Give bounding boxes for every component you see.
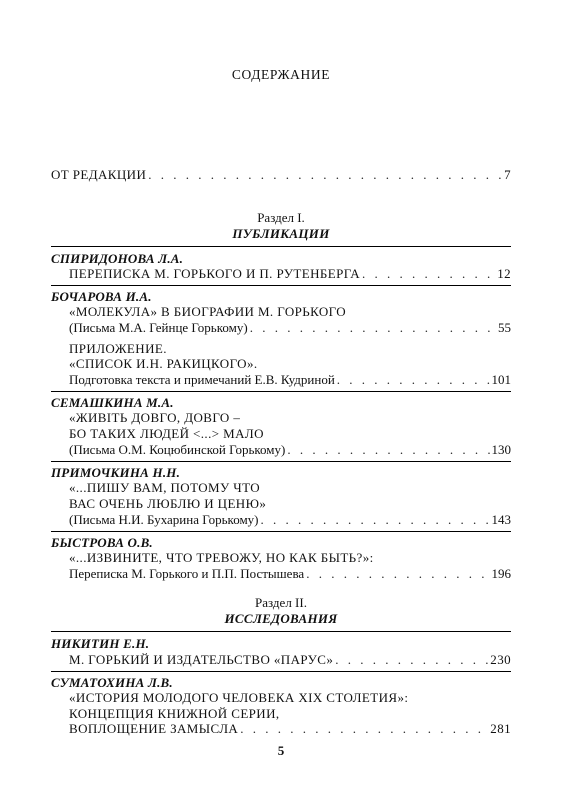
toc-title: СОДЕРЖАНИЕ	[231, 67, 331, 82]
entry-title-line: БО ТАКИХ ЛЮДЕЙ <...> МАЛО	[69, 426, 264, 441]
author-name: БЫСТРОВА О.В.	[51, 535, 153, 550]
section-2-heading	[0, 595, 562, 627]
author-name: СУМАТОХИНА Л.В.	[51, 675, 173, 690]
toc-entry	[69, 266, 511, 282]
divider	[51, 531, 511, 532]
entry-title-line: КОНЦЕПЦИЯ КНИЖНОЙ СЕРИИ,	[69, 706, 280, 721]
toc-entry-editorial	[51, 167, 511, 183]
toc-entry	[69, 721, 511, 737]
leader-dots	[261, 512, 490, 528]
section-title: ПУБЛИКАЦИИ	[232, 226, 330, 241]
entry-title-line: «ЖИВІТЬ ДОВГО, ДОВГО –	[69, 410, 241, 425]
entry-page: 130	[491, 442, 511, 457]
author-name: БОЧАРОВА И.А.	[51, 289, 152, 304]
entry-page: 281	[490, 721, 511, 736]
entry-title-line: ПРИЛОЖЕНИЕ.	[69, 341, 167, 356]
entry-title: (Письма О.М. Коцюбинской Горькому)	[69, 442, 286, 457]
toc-entry	[69, 652, 511, 668]
entry-page: 12	[497, 266, 511, 281]
leader-dots	[362, 266, 495, 282]
entry-page: 101	[491, 372, 511, 387]
entry-page: 55	[498, 320, 511, 335]
section-label: Раздел I.	[257, 210, 305, 225]
entry-title: (Письма М.А. Гейнце Горькому)	[69, 320, 248, 335]
leader-dots	[250, 320, 496, 336]
toc-entry	[69, 372, 511, 388]
entry-page: 143	[491, 512, 511, 527]
author-name: НИКИТИН Е.Н.	[51, 636, 150, 651]
entry-title-line: «СПИСОК И.Н. РАКИЦКОГО».	[69, 356, 258, 371]
entry-title: Подготовка текста и примечаний Е.В. Кудриной	[69, 372, 335, 387]
entry-title: ПЕРЕПИСКА М. ГОРЬКОГО И П. РУТЕНБЕРГА	[69, 266, 360, 281]
author-name: ПРИМОЧКИНА Н.Н.	[51, 465, 181, 480]
page-number: 5	[277, 743, 285, 758]
divider	[51, 246, 511, 247]
entry-title-line: ВАС ОЧЕНЬ ЛЮБЛЮ И ЦЕНЮ»	[69, 496, 267, 511]
entry-title: ОТ РЕДАКЦИИ	[51, 167, 147, 182]
divider	[51, 285, 511, 286]
divider	[51, 631, 511, 632]
section-label: Раздел II.	[255, 595, 307, 610]
toc-entry	[69, 320, 511, 336]
entry-title-line: «МОЛЕКУЛА» В БИОГРАФИИ М. ГОРЬКОГО	[69, 304, 347, 319]
toc-entry	[69, 512, 511, 528]
section-1-heading	[0, 210, 562, 242]
section-title: ИССЛЕДОВАНИЯ	[224, 611, 338, 626]
leader-dots	[306, 566, 489, 582]
author-name: СПИРИДОНОВА Л.А.	[51, 251, 184, 266]
divider	[51, 461, 511, 462]
entry-title: (Письма Н.И. Бухарина Горькому)	[69, 512, 259, 527]
entry-title: ВОПЛОЩЕНИЕ ЗАМЫСЛА	[69, 721, 239, 736]
leader-dots	[337, 372, 490, 388]
entry-title: М. ГОРЬКИЙ И ИЗДАТЕЛЬСТВО «ПАРУС»	[69, 652, 334, 667]
entry-page: 230	[490, 652, 511, 667]
leader-dots	[335, 652, 488, 668]
leader-dots	[148, 167, 502, 183]
leader-dots	[240, 721, 488, 737]
divider	[51, 671, 511, 672]
entry-title: Переписка М. Горького и П.П. Постышева	[69, 566, 305, 581]
toc-entry	[69, 442, 511, 458]
divider	[51, 391, 511, 392]
leader-dots	[287, 442, 489, 458]
entry-page: 196	[491, 566, 511, 581]
toc-entry	[69, 566, 511, 582]
entry-page: 7	[504, 167, 511, 182]
entry-title-line: «ИСТОРИЯ МОЛОДОГО ЧЕЛОВЕКА XIX СТОЛЕТИЯ»:	[69, 690, 409, 705]
entry-title-line: «...ИЗВИНИТЕ, ЧТО ТРЕВОЖУ, НО КАК БЫТЬ?»:	[69, 550, 374, 565]
entry-title-line: «...ПИШУ ВАМ, ПОТОМУ ЧТО	[69, 480, 261, 495]
author-name: СЕМАШКИНА М.А.	[51, 395, 174, 410]
